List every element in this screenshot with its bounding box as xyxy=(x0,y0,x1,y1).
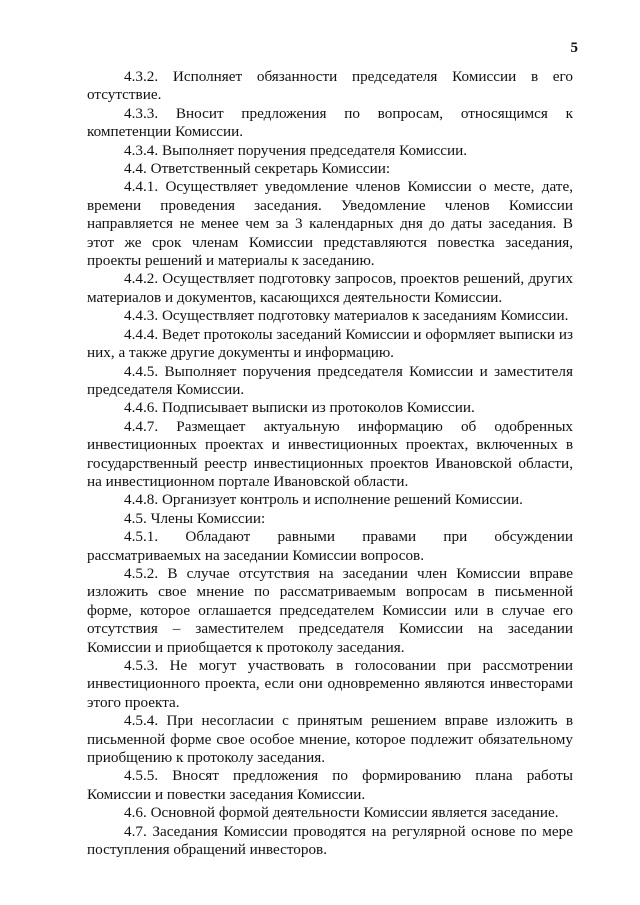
paragraph-4-5-3: 4.5.3. Не могут участвовать в голосовании при рассмотрении инвестиционного проекта, если они одновременно являются инвесторами этого проекта. xyxy=(87,657,573,711)
document-body xyxy=(87,68,573,859)
paragraph-4-4-8: 4.4.8. Организует контроль и исполнение решений Комиссии. xyxy=(124,491,523,509)
paragraph-4-3-4: 4.3.4. Выполняет поручения председателя Комиссии. xyxy=(124,141,468,159)
paragraph-4-3-2: 4.3.2. Исполняет обязанности председателя Комиссии в его отсутствие. xyxy=(87,68,573,104)
paragraph-4-4-4: 4.4.4. Ведет протоколы заседаний Комиссии и оформляет выписки из них, а также другие документы и информацию. xyxy=(87,325,573,362)
paragraph-4-4: 4.4. Ответственный секретарь Комиссии: xyxy=(124,160,391,178)
page-number: 5 xyxy=(570,40,578,56)
paragraph-4-7: 4.7. Заседания Комиссии проводятся на регулярной основе по мере поступления обращений инвесторов. xyxy=(87,822,573,859)
paragraph-4-4-7: 4.4.7. Размещает актуальную информацию об одобренных инвестиционных проектах и инвестиционных проектах, включенных в государственный реестр инвестиционных проектов Ивановской области, на инвестиционном портале Ивановской области. xyxy=(87,417,573,490)
paragraph-4-6: 4.6. Основной формой деятельности Комиссии является заседание. xyxy=(124,804,559,822)
paragraph-4-4-1: 4.4.1. Осуществляет уведомление членов Комиссии о месте, дате, времени проведения заседания. Уведомление членов Комиссии направляется не менее чем за 3 календарных дня до даты заседания. В этот же срок членам Комиссии представляются повестка заседания, проекты решений и материалы к заседанию. xyxy=(87,178,573,270)
paragraph-4-5-5: 4.5.5. Вносят предложения по формированию плана работы Комиссии и повестки заседания Комиссии. xyxy=(87,767,573,803)
paragraph-4-4-2: 4.4.2. Осуществляет подготовку запросов, проектов решений, других материалов и документов, касающихся деятельности Комиссии. xyxy=(87,270,573,306)
paragraph-4-4-3: 4.4.3. Осуществляет подготовку материалов к заседаниям Комиссии. xyxy=(124,307,569,325)
paragraph-4-4-5: 4.4.5. Выполняет поручения председателя Комиссии и заместителя председателя Комиссии. xyxy=(87,362,573,398)
paragraph-4-5-2: 4.5.2. В случае отсутствия на заседании член Комиссии вправе изложить свое мнение по рассматриваемым вопросам в письменной форме, которое оглашается председателем Комиссии или в случае его отсутствия – заместителем председателя Комиссии на заседании Комиссии и приобщается к протоколу заседания. xyxy=(87,564,573,656)
paragraph-4-3-3: 4.3.3. Вносит предложения по вопросам, относящимся к компетенции Комиссии. xyxy=(87,104,573,141)
paragraph-4-4-6: 4.4.6. Подписывает выписки из протоколов Комиссии. xyxy=(124,399,475,417)
paragraph-4-5: 4.5. Члены Комиссии: xyxy=(124,509,266,527)
paragraph-4-5-1: 4.5.1. Обладают равными правами при обсуждении рассматриваемых на заседании Комиссии вопросов. xyxy=(87,528,573,564)
paragraph-4-5-4: 4.5.4. При несогласии с принятым решением вправе изложить в письменной форме свое особое мнение, которое подлежит обязательному приобщению к протоколу заседания. xyxy=(87,712,573,767)
